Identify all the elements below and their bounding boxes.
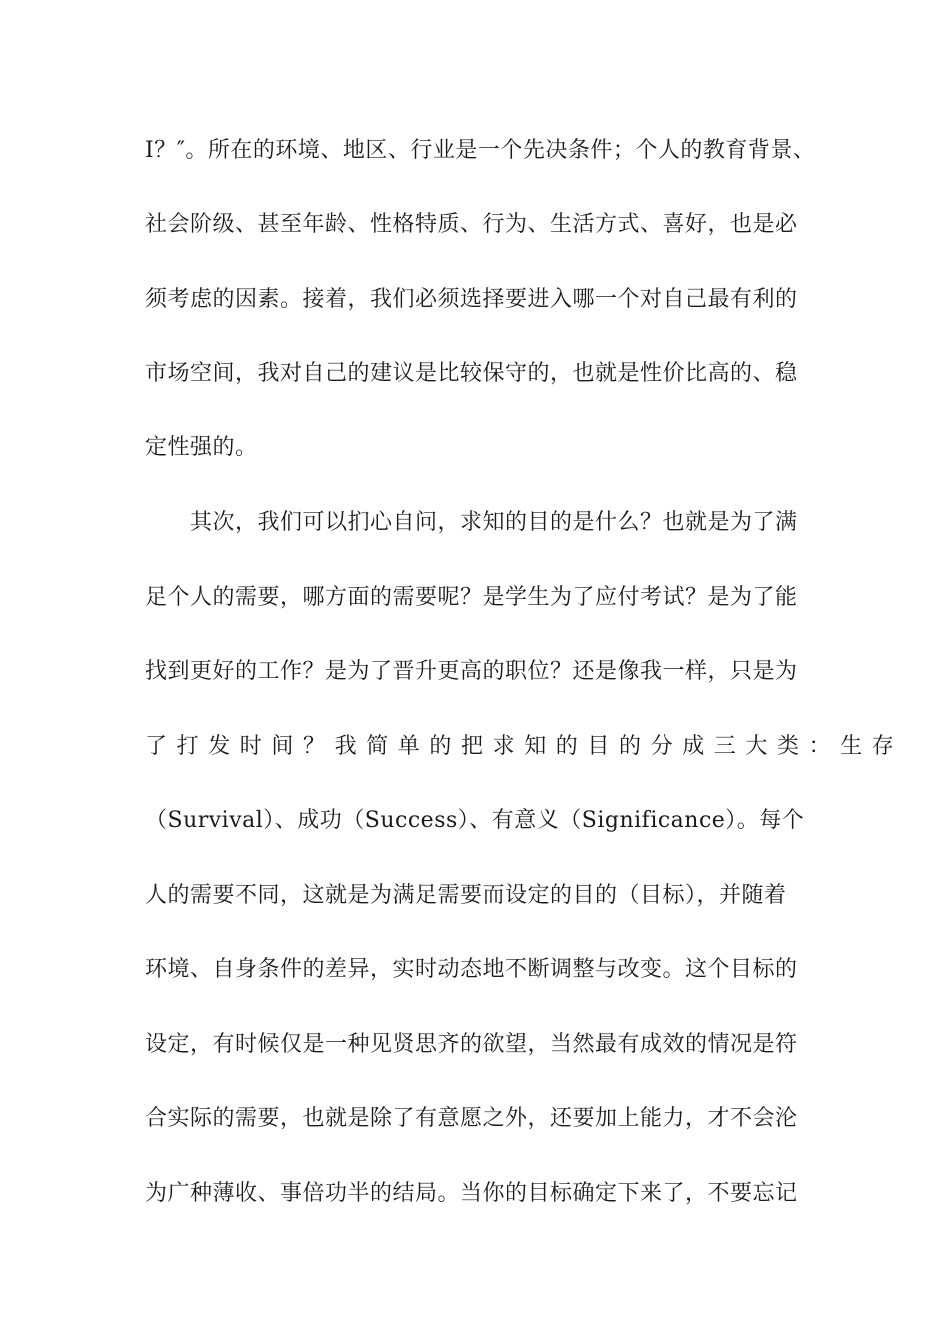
text-line: 足个人的需要，哪方面的需要呢？是学生为了应付考试？是为了能 bbox=[145, 585, 798, 610]
text-line: 设定，有时候仅是一种见贤思齐的欲望，当然最有成效的情况是符 bbox=[145, 1032, 798, 1057]
text-line: 环境、自身条件的差异，实时动态地不断调整与改变。这个目标的 bbox=[145, 957, 798, 982]
text-line: 须考虑的因素。接着，我们必须选择要进入哪一个对自己最有利的 bbox=[145, 287, 798, 312]
text-line: 市场空间，我对自己的建议是比较保守的，也就是性价比高的、稳 bbox=[145, 361, 798, 386]
paragraph-first-line: 其次，我们可以扪心自问，求知的目的是什么？也就是为了满 bbox=[190, 510, 798, 535]
text-line: （Survival）、成功（Success）、有意义（Significance）。每个 bbox=[145, 808, 805, 833]
text-line: 为广种薄收、事倍功半的结局。当你的目标确定下来了，不要忘记 bbox=[145, 1181, 798, 1206]
text-line: 人的需要不同，这就是为满足需要而设定的目的（目标），并随着 bbox=[145, 883, 787, 908]
text-line: 找到更好的工作？是为了晋升更高的职位？还是像我一样，只是为 bbox=[145, 659, 798, 684]
text-line: 了打发时间？我简单的把求知的目的分成三大类：生存 bbox=[145, 734, 904, 759]
text-line: I？″。所在的环境、地区、行业是一个先决条件；个人的教育背景、 bbox=[145, 138, 816, 163]
text-line: 社会阶级、甚至年龄、性格特质、行为、生活方式、喜好，也是必 bbox=[145, 212, 798, 237]
text-line: 合实际的需要，也就是除了有意愿之外，还要加上能力，才不会沦 bbox=[145, 1106, 798, 1131]
text-line: 定性强的。 bbox=[145, 435, 258, 460]
